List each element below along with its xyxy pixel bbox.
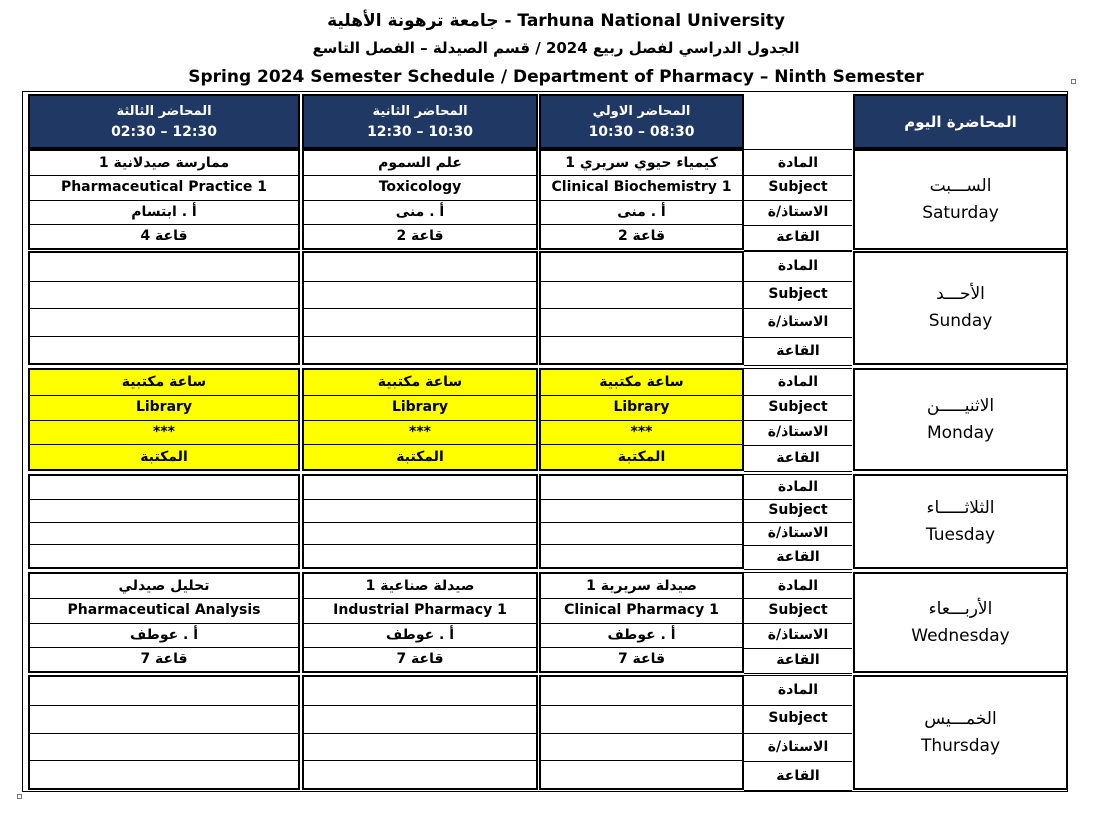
row-label: المادة (744, 474, 852, 500)
slot-teacher: *** (304, 420, 536, 446)
slot-teacher (30, 522, 298, 546)
slot-cell-day6-p3[interactable] (28, 675, 300, 790)
slot-cell-day3-p3[interactable] (28, 368, 300, 471)
slot-teacher: أ . منى (304, 200, 536, 225)
slot-room (541, 544, 742, 567)
day-cell-wednesday (853, 572, 1068, 673)
period-header-3 (28, 94, 300, 149)
slot-subject-en: Industrial Pharmacy 1 (304, 598, 536, 623)
slot-subject-ar: ساعة مكتبية (30, 370, 298, 396)
day-name-en: Wednesday (911, 625, 1010, 646)
slot-room: المكتبة (396, 448, 444, 465)
slot-subject-en (304, 281, 536, 310)
slot-cell-day5-p3[interactable] (28, 572, 300, 673)
slot-room (304, 544, 536, 567)
row-label: Subject (744, 597, 852, 623)
row-label: القاعة (744, 225, 852, 251)
slot-room (541, 336, 742, 364)
resize-handle-top[interactable] (1071, 79, 1076, 84)
row-label: المادة (744, 572, 852, 599)
slot-teacher (304, 308, 536, 337)
slot-room: قاعة 4 (140, 227, 188, 244)
slot-room: المكتبة (140, 448, 188, 465)
slot-subject-ar (304, 476, 536, 500)
period-time: 02:30 – 12:30 (111, 123, 217, 140)
slot-room (30, 544, 298, 567)
slot-subject-ar (541, 253, 742, 282)
slot-subject-ar (30, 253, 298, 282)
slot-cell-day6-p2[interactable] (302, 675, 538, 790)
slot-room: قاعة 2 (617, 227, 666, 244)
period-label: المحاضر الثانية (372, 103, 468, 119)
slot-cell-day3-p1[interactable] (539, 368, 744, 471)
resize-handle-bottom[interactable] (17, 794, 22, 799)
slot-teacher: أ . منى (541, 200, 742, 225)
slot-subject-ar (304, 677, 536, 706)
schedule-subtitle: الجدول الدراسي لفصل ربيع 2024 / قسم الصيدلة – الفصل التاسع (312, 39, 800, 57)
slot-cell-day4-p2[interactable] (302, 474, 538, 569)
row-label: القاعة (744, 337, 852, 367)
slot-room: قاعة 7 (396, 650, 444, 667)
row-label: الاستاذ/ة (744, 308, 852, 338)
slot-room (304, 336, 536, 364)
slot-subject-ar (30, 677, 298, 706)
day-name-ar: الســـبت (929, 175, 992, 196)
slot-teacher: أ . ابتسام (30, 200, 298, 225)
slot-cell-day2-p3[interactable] (28, 251, 300, 365)
slot-subject-ar: تحليل صيدلي (30, 574, 298, 599)
day-name-ar: الأربـــعاء (928, 598, 993, 619)
row-label: القاعة (744, 648, 852, 674)
period-header-2 (302, 94, 538, 149)
row-label: المادة (744, 251, 852, 282)
slot-teacher (304, 733, 536, 762)
slot-subject-en (541, 281, 742, 310)
period-time: 12:30 – 10:30 (367, 123, 473, 140)
row-label: Subject (744, 498, 852, 523)
row-label: الاستاذ/ة (744, 200, 852, 226)
day-column-header: المحاضرة اليوم (853, 94, 1068, 149)
slot-subject-en: Library (30, 395, 298, 421)
slot-teacher (30, 733, 298, 762)
slot-subject-en: Clinical Biochemistry 1 (541, 175, 742, 200)
period-label: المحاضر الاولي (592, 103, 691, 119)
slot-room (30, 336, 298, 364)
slot-subject-en: Library (541, 395, 742, 421)
day-name-ar: الخمـــيس (924, 708, 997, 729)
slot-subject-en (30, 499, 298, 523)
row-label: Subject (744, 174, 852, 200)
day-name-ar: الاثنيـــــن (926, 395, 995, 416)
slot-room: قاعة 2 (396, 227, 444, 244)
slot-subject-ar: ساعة مكتبية (304, 370, 536, 396)
day-name-en: Monday (926, 422, 995, 443)
slot-cell-day3-p2[interactable] (302, 368, 538, 471)
slot-room: قاعة 7 (140, 650, 188, 667)
slot-subject-en: Toxicology (304, 175, 536, 200)
slot-teacher: أ . عوطف (304, 623, 536, 648)
slot-subject-ar: صيدلة صناعية 1 (304, 574, 536, 599)
day-cell-thursday (853, 675, 1068, 790)
slot-cell-day1-p2[interactable] (302, 149, 538, 250)
slot-cell-day2-p1[interactable] (539, 251, 744, 365)
row-label: القاعة (744, 761, 852, 791)
slot-teacher (30, 308, 298, 337)
slot-subject-ar (541, 677, 742, 706)
slot-subject-en (304, 705, 536, 734)
slot-subject-en: Clinical Pharmacy 1 (541, 598, 742, 623)
slot-cell-day4-p1[interactable] (539, 474, 744, 569)
row-label: القاعة (744, 445, 852, 472)
row-label: الاستاذ/ة (744, 522, 852, 547)
slot-subject-ar: ساعة مكتبية (541, 370, 742, 396)
row-label: المادة (744, 675, 852, 706)
slot-subject-en (304, 499, 536, 523)
slot-teacher (541, 308, 742, 337)
slot-subject-en: Pharmaceutical Practice 1 (30, 175, 298, 200)
slot-teacher (304, 522, 536, 546)
slot-subject-ar: صيدلة سريرية 1 (541, 574, 742, 599)
row-label: المادة (744, 368, 852, 396)
slot-subject-en: Library (304, 395, 536, 421)
slot-teacher: أ . عوطف (30, 623, 298, 648)
slot-subject-ar: علم السموم (304, 151, 536, 176)
day-name-ar: الأحـــد (936, 284, 985, 304)
slot-subject-ar: كيمياء حيوي سريري 1 (541, 151, 742, 176)
row-label: Subject (744, 704, 852, 734)
day-name-ar: الثلاثـــــاء (926, 497, 995, 518)
slot-subject-en (541, 705, 742, 734)
day-name-en: Tuesday (925, 524, 996, 545)
day-name-en: Sunday (928, 311, 993, 331)
slot-cell-day6-p1[interactable] (539, 675, 744, 790)
row-label: Subject (744, 394, 852, 421)
row-label: المادة (744, 149, 852, 176)
slot-cell-day4-p3[interactable] (28, 474, 300, 569)
slot-cell-day1-p1[interactable] (539, 149, 744, 250)
row-label: القاعة (744, 545, 852, 570)
slot-room (541, 760, 742, 788)
slot-subject-en (30, 705, 298, 734)
slot-subject-en (30, 281, 298, 310)
slot-teacher: *** (30, 420, 298, 446)
slot-subject-ar (304, 253, 536, 282)
slot-subject-en: Pharmaceutical Analysis (30, 598, 298, 623)
day-name-en: Saturday (922, 202, 999, 223)
slot-cell-day5-p2[interactable] (302, 572, 538, 673)
row-label: الاستاذ/ة (744, 623, 852, 649)
slot-cell-day1-p3[interactable] (28, 149, 300, 250)
slot-cell-day5-p1[interactable] (539, 572, 744, 673)
slot-subject-ar: ممارسة صيدلانية 1 (30, 151, 298, 176)
slot-teacher: أ . عوطف (541, 623, 742, 648)
schedule-title-en: Spring 2024 Semester Schedule / Department of Pharmacy – Ninth Semester (188, 67, 924, 87)
day-cell-tuesday (853, 474, 1068, 569)
period-time: 10:30 – 08:30 (588, 123, 695, 140)
slot-room: قاعة 7 (617, 650, 666, 667)
row-label: الاستاذ/ة (744, 420, 852, 447)
day-cell-saturday (853, 149, 1068, 250)
period-label: المحاضر الثالثة (116, 103, 212, 119)
slot-subject-ar (541, 476, 742, 500)
slot-teacher (541, 522, 742, 546)
slot-room (304, 760, 536, 788)
row-label: الاستاذ/ة (744, 733, 852, 763)
slot-subject-ar (30, 476, 298, 500)
day-cell-monday (853, 368, 1068, 471)
day-name-en: Thursday (920, 735, 1001, 756)
row-label: Subject (744, 280, 852, 310)
day-cell-sunday (853, 251, 1068, 365)
period-header-1 (539, 94, 744, 149)
slot-room: المكتبة (617, 448, 666, 465)
university-title: جامعة ترهونة الأهلية - Tarhuna National University (327, 11, 785, 31)
slot-teacher (541, 733, 742, 762)
slot-teacher: *** (541, 420, 742, 446)
slot-subject-en (541, 499, 742, 523)
slot-room (30, 760, 298, 788)
slot-cell-day2-p2[interactable] (302, 251, 538, 365)
